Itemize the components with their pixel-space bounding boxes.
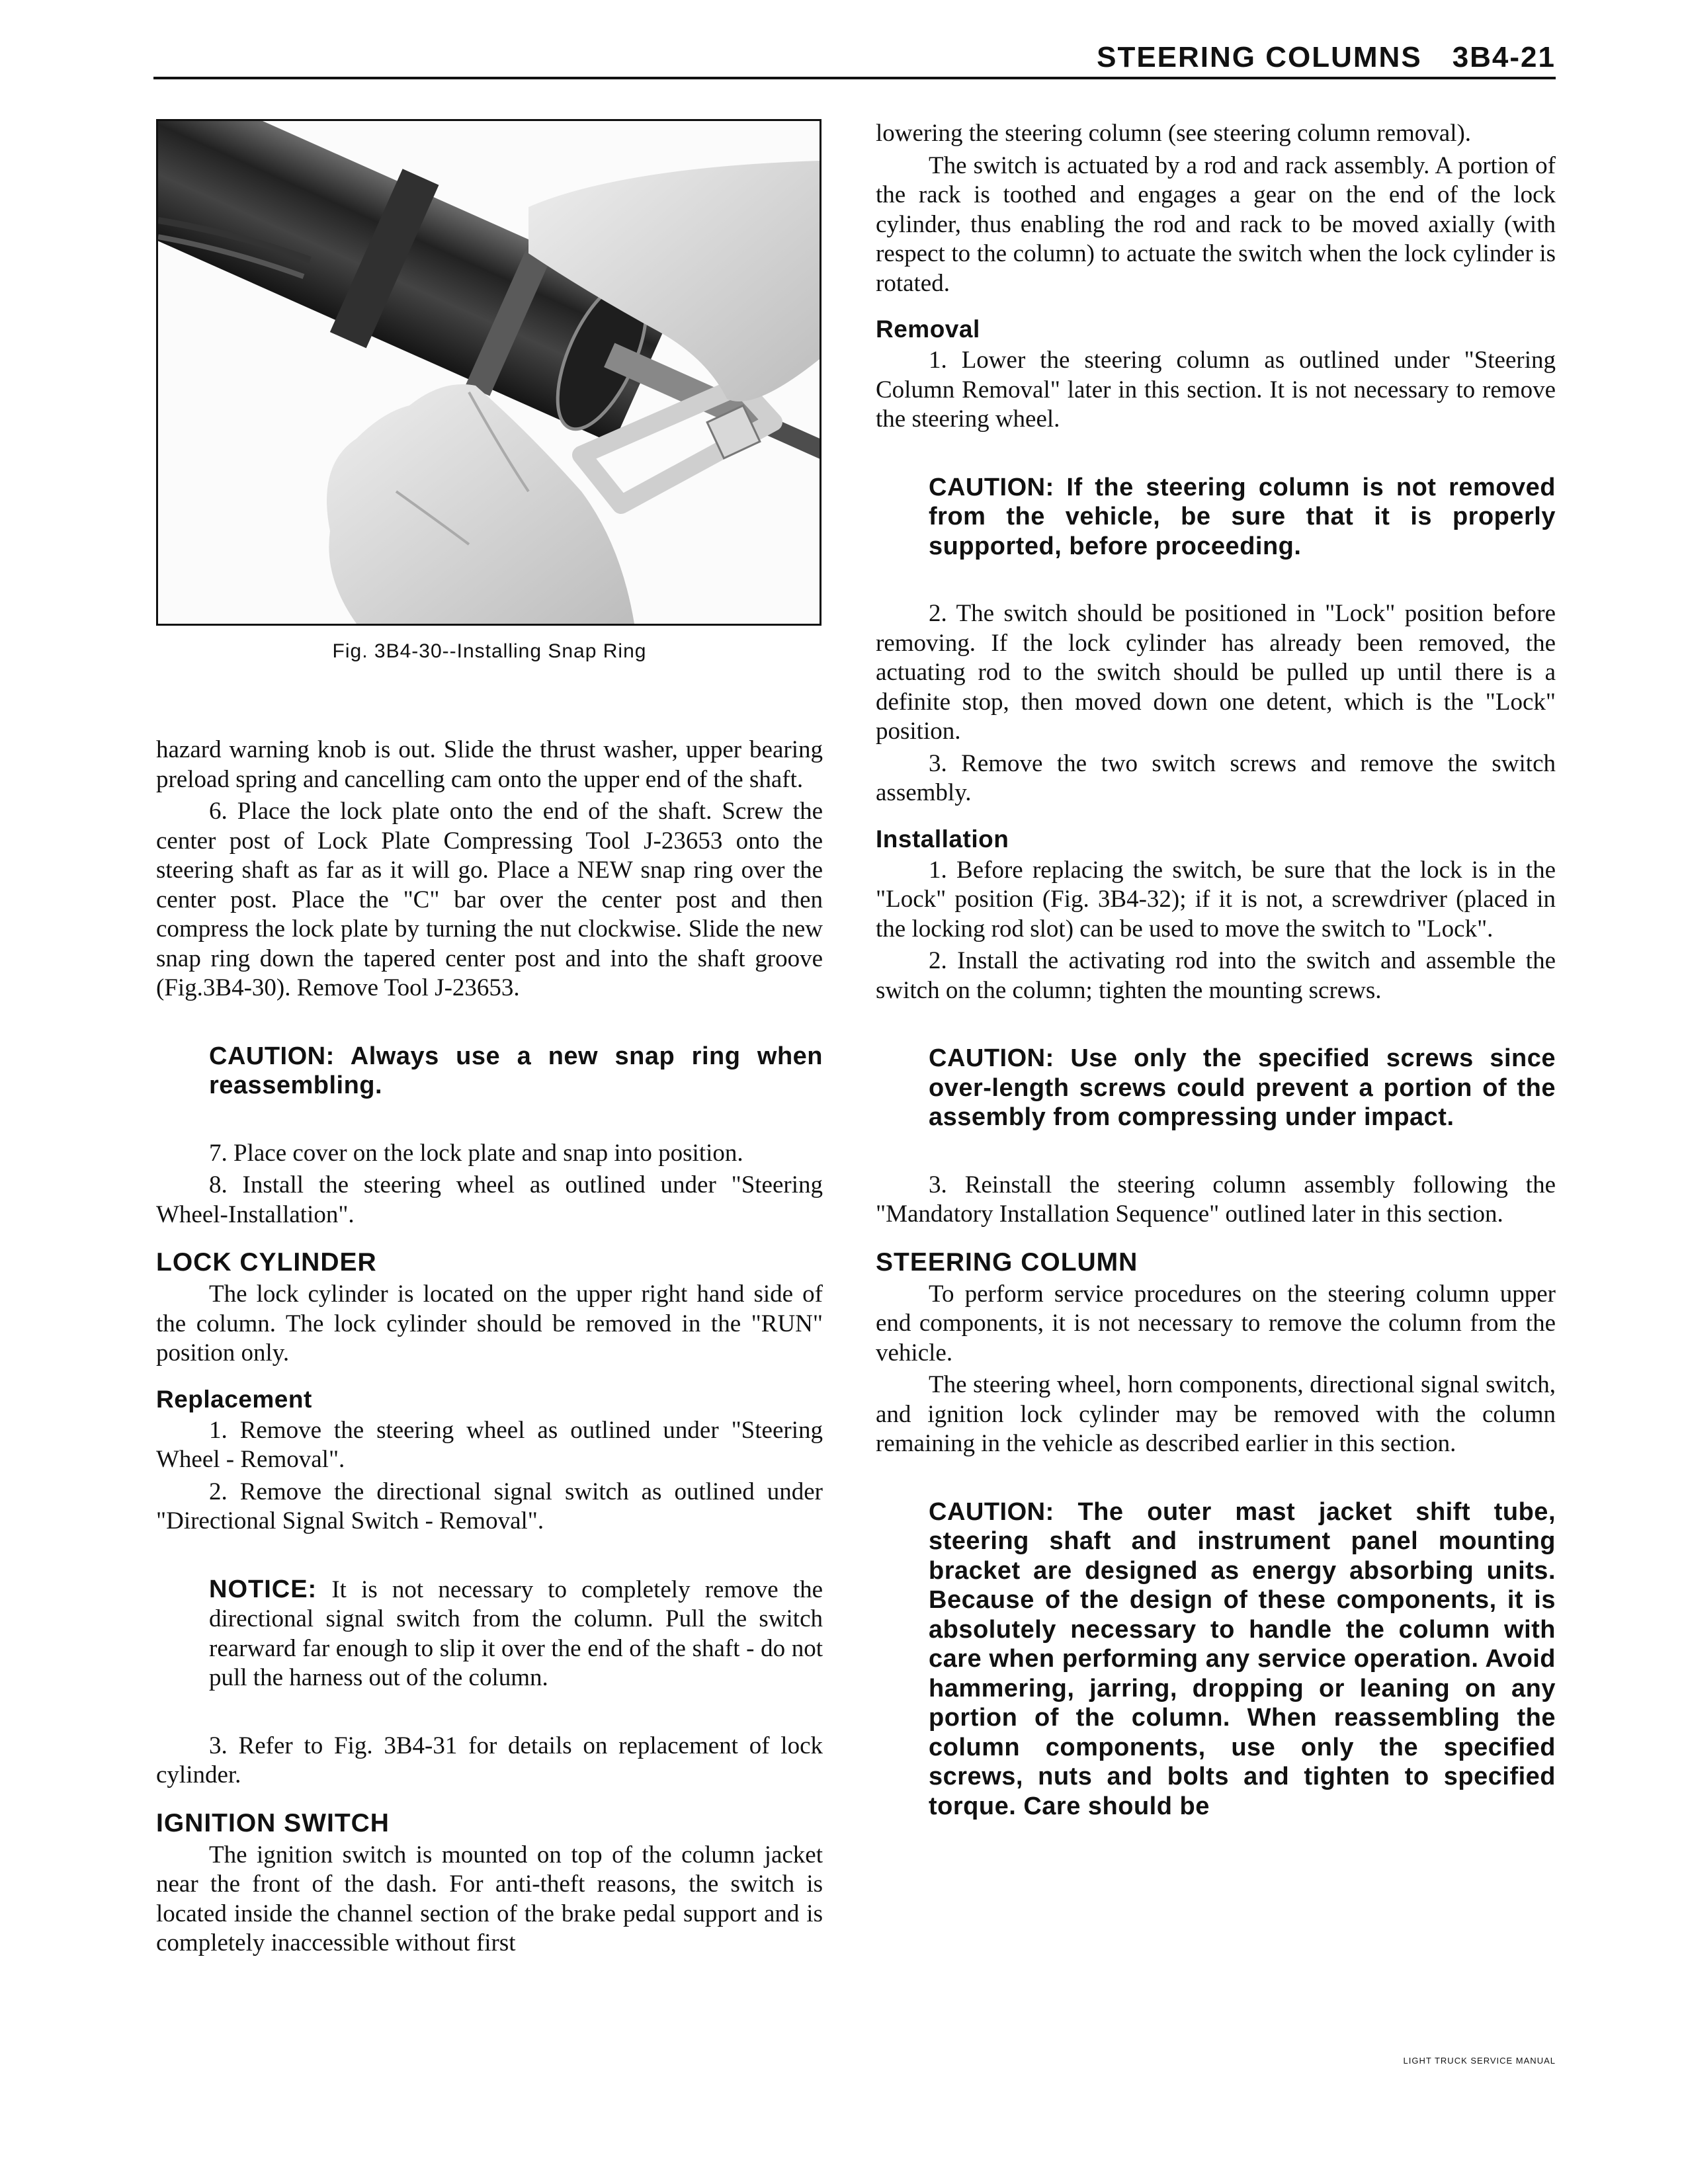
paragraph-continued: hazard warning knob is out. Slide the thrust washer, upper bearing preload spring and cancelling cam onto the upper end of the shaft.	[156, 736, 823, 793]
heading-lock-cylinder: LOCK CYLINDER	[156, 1248, 377, 1277]
paragraph-continued-right: lowering the steering column (see steering column removal).	[876, 120, 1472, 147]
heading-steering-column: STEERING COLUMN	[876, 1247, 1138, 1277]
running-head	[1097, 41, 1556, 74]
removal-step-3: 3. Remove the two switch screws and remove the switch assembly.	[876, 749, 1556, 806]
heading-replacement: Replacement	[156, 1385, 312, 1413]
installation-step-3: 3. Reinstall the steering column assembly following the "Mandatory Installation Sequence" outlined later in this section.	[876, 1171, 1556, 1228]
step-8: 8. Install the steering wheel as outlined under "Steering Wheel-Installation".	[156, 1171, 823, 1228]
heading-installation: Installation	[876, 825, 1009, 853]
caution-energy-absorbing: CAUTION: The outer mast jacket shift tube, steering shaft and instrument panel mounting bracket are designed as energy absorbing units. Because of the design of these components, it is absolutely necessary to handle the column with care when performing any service operation. Avoid hammering, jarring, dropping or leaning on any portion of the column. When reassembling the column components, use only the specified screws, nuts and bolts and tighten to specified torque. Care should be	[929, 1497, 1556, 1820]
steering-column-photo-icon	[158, 121, 820, 624]
section-title: STEERING COLUMNS	[1097, 41, 1422, 73]
heading-ignition-switch: IGNITION SWITCH	[156, 1808, 390, 1837]
caution-snap-ring: CAUTION: Always use a new snap ring when reassembling.	[209, 1042, 823, 1099]
notice-text: It is not necessary to completely remove the directional signal switch from the column. Pull the switch rearward far enough to slip it over the end of the shaft - do not pull the harness out of the column.	[209, 1575, 823, 1691]
page-number: 3B4-21	[1452, 41, 1556, 73]
removal-step-2: 2. The switch should be positioned in "Lock" position before removing. If the lock cylinder has already been removed, the actuating rod to the switch should be pulled up until there is a definite stop, then moved down one detent, which is the "Lock" position.	[876, 600, 1556, 745]
header-rule	[153, 77, 1556, 79]
removal-step-1: 1. Lower the steering column as outlined under "Steering Column Removal" later in this section. It is not necessary to remove the steering wheel.	[876, 347, 1556, 433]
right-column	[876, 119, 1556, 1859]
step-7: 7. Place cover on the lock plate and snap into position.	[209, 1139, 743, 1167]
lock-cylinder-intro: The lock cylinder is located on the upper right hand side of the column. The lock cylinder should be removed in the "RUN" position only.	[156, 1281, 823, 1366]
step-6: 6. Place the lock plate onto the end of the shaft. Screw the center post of Lock Plate Compressing Tool J-23653 onto the steering shaft as far as it will go. Place a NEW snap ring over the center post. Place the "C" bar over the center post and then compress the lock plate by turning the nut clockwise. Slide the new snap ring down the tapered center post and into the shaft groove (Fig.3B4-30). Remove Tool J-23653.	[156, 798, 823, 1001]
heading-removal: Removal	[876, 315, 980, 343]
replacement-step-2: 2. Remove the directional signal switch as outlined under "Directional Signal Switch - Removal".	[156, 1478, 823, 1534]
replacement-step-1: 1. Remove the steering wheel as outlined under "Steering Wheel - Removal".	[156, 1416, 823, 1473]
paragraph-rack: The switch is actuated by a rod and rack assembly. A portion of the rack is toothed and engages a gear on the end of the lock cylinder, thus enabling the rod and rack to be moved axially (with respect to the column) to actuate the switch when the lock cylinder is rotated.	[876, 151, 1556, 297]
installation-step-2: 2. Install the activating rod into the switch and assemble the switch on the column; tighten the mounting screws.	[876, 947, 1556, 1004]
installation-step-1: 1. Before replacing the switch, be sure that the lock is in the "Lock" position (Fig. 3B4-32); if it is not, a screwdriver (placed in the locking rod slot) can be used to move the switch to "Lock".	[876, 856, 1556, 943]
caution-specified-screws: CAUTION: Use only the specified screws since over-length screws could prevent a portion of the assembly from compressing under impact.	[929, 1044, 1556, 1131]
page-header	[153, 41, 1556, 81]
steering-column-para-1: To perform service procedures on the steering column upper end components, it is not necessary to remove the column from the vehicle.	[876, 1280, 1556, 1366]
footer-publication: LIGHT TRUCK SERVICE MANUAL	[1403, 2056, 1556, 2066]
caution-support-column: CAUTION: If the steering column is not removed from the vehicle, be sure that it is properly supported, before proceeding.	[929, 473, 1556, 560]
notice-directional-switch	[209, 1575, 823, 1693]
figure-caption: Fig. 3B4-30--Installing Snap Ring	[332, 640, 647, 662]
figure-installing-snap-ring	[156, 119, 821, 626]
ignition-switch-intro: The ignition switch is mounted on top of the column jacket near the front of the dash. For anti-theft reasons, the switch is located inside the channel section of the brake pedal support and is completely inaccessible without first	[156, 1841, 823, 1956]
steering-column-para-2: The steering wheel, horn components, directional signal switch, and ignition lock cylinder may be removed with the column remaining in the vehicle as described earlier in this section.	[876, 1371, 1556, 1457]
replacement-step-3: 3. Refer to Fig. 3B4-31 for details on replacement of lock cylinder.	[156, 1732, 823, 1788]
left-column	[156, 119, 823, 1958]
notice-label: NOTICE:	[209, 1575, 317, 1603]
